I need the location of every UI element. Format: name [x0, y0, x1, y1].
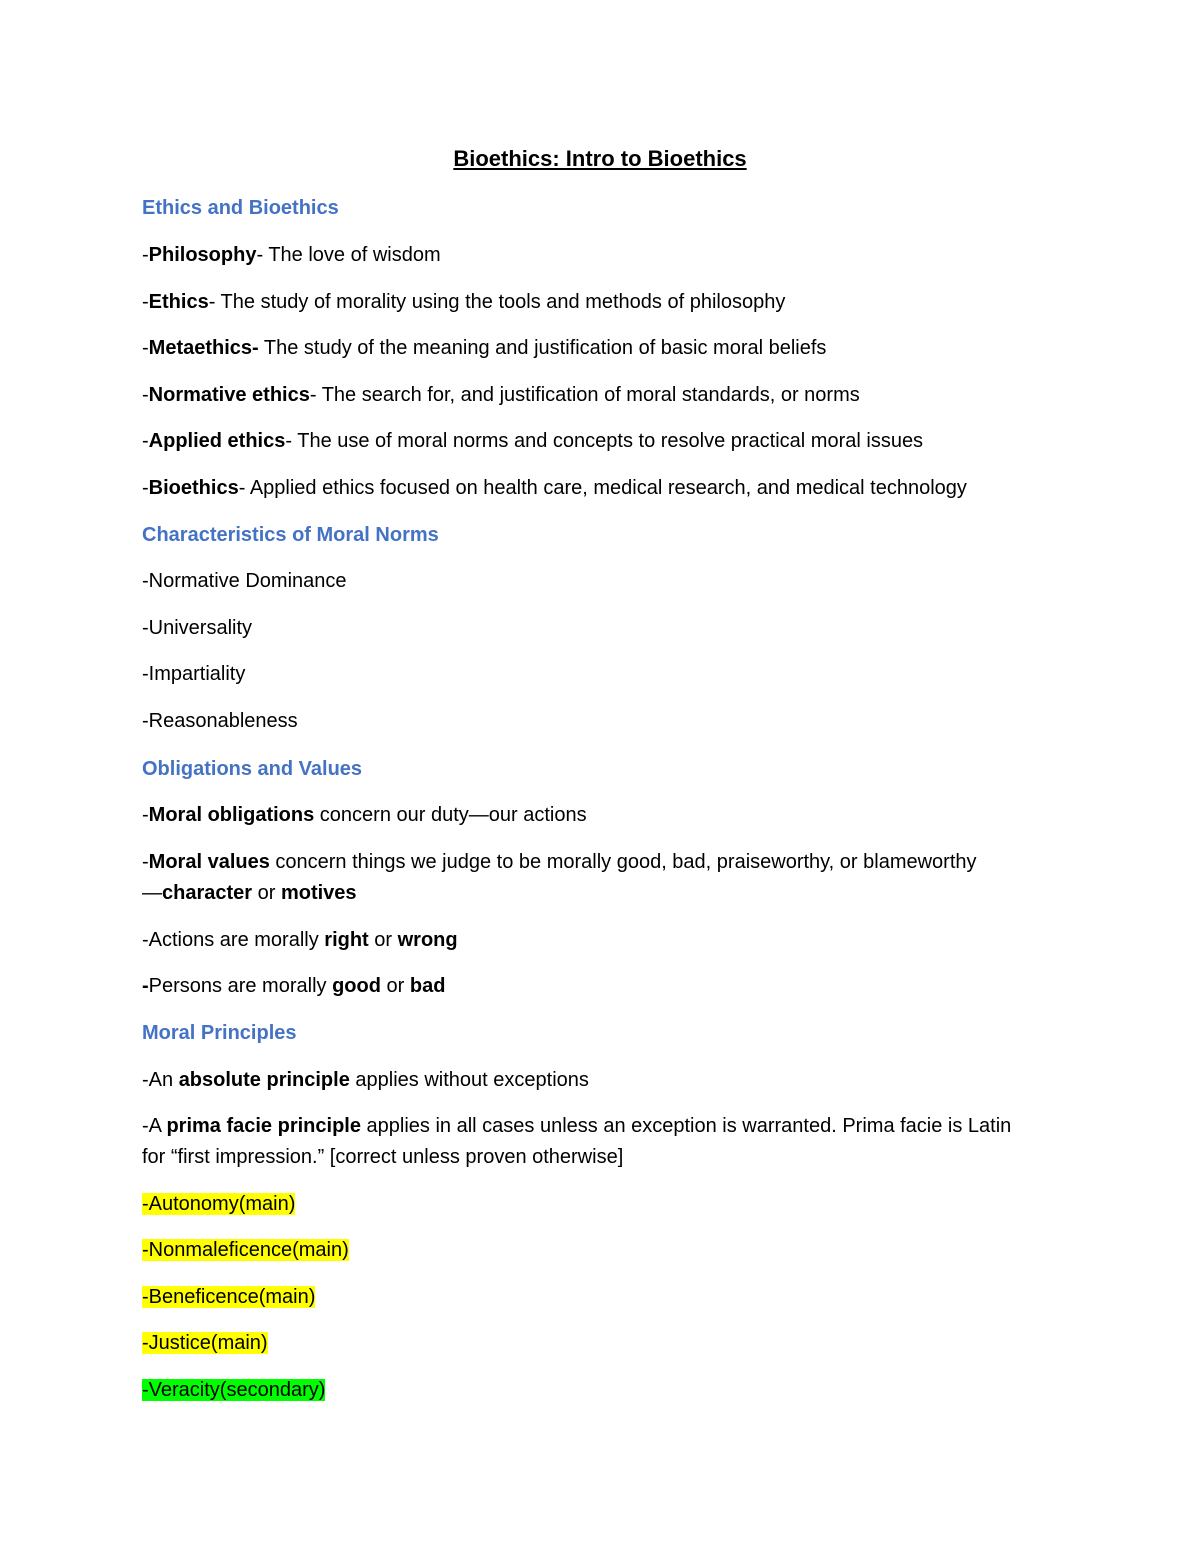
section-heading-ethics: Ethics and Bioethics — [142, 197, 339, 219]
principle-nonmaleficence — [142, 1236, 349, 1264]
page-title: Bioethics: Intro to Bioethics — [453, 146, 747, 171]
obligations-line-3: —character or motives — [142, 882, 357, 904]
definition-metaethics: -Metaethics- The study of the meaning and justification of basic moral beliefs — [142, 337, 827, 359]
highlighted-text: -Nonmaleficence(main) — [142, 1239, 349, 1261]
principles-line-3: for “first impression.” [correct unless proven otherwise] — [142, 1146, 624, 1168]
list-item: -Universality — [142, 617, 253, 639]
principle-veracity — [142, 1376, 325, 1404]
principles-line-2: -A prima facie principle applies in all cases unless an exception is warranted. Prima facie is Latin — [142, 1115, 1012, 1137]
list-item: -Reasonableness — [142, 710, 298, 732]
principle-autonomy — [142, 1190, 295, 1218]
section-heading-obligations: Obligations and Values — [142, 758, 363, 780]
section-heading-principles: Moral Principles — [142, 1022, 297, 1044]
highlighted-text: -Justice(main) — [142, 1332, 268, 1354]
principles-line-1: -An absolute principle applies without exceptions — [142, 1069, 589, 1091]
principle-justice — [142, 1329, 268, 1357]
section-heading-characteristics: Characteristics of Moral Norms — [142, 524, 439, 546]
definition-bioethics: -Bioethics- Applied ethics focused on health care, medical research, and medical technology — [142, 477, 967, 499]
definition-normative-ethics: -Normative ethics- The search for, and justification of moral standards, or norms — [142, 384, 860, 406]
list-item: -Normative Dominance — [142, 570, 347, 592]
highlighted-text: -Autonomy(main) — [142, 1193, 296, 1215]
principle-beneficence — [142, 1283, 315, 1311]
list-item: -Impartiality — [142, 663, 246, 685]
definition-ethics: -Ethics- The study of morality using the tools and methods of philosophy — [142, 291, 786, 313]
highlighted-text: -Beneficence(main) — [142, 1286, 316, 1308]
obligations-line-5: -Persons are morally good or bad — [142, 975, 446, 997]
definition-applied-ethics: -Applied ethics- The use of moral norms and concepts to resolve practical moral issues — [142, 430, 924, 452]
obligations-line-4: -Actions are morally right or wrong — [142, 929, 458, 951]
obligations-line-1: -Moral obligations concern our duty—our actions — [142, 804, 587, 826]
highlighted-text: -Veracity(secondary) — [142, 1379, 326, 1401]
definition-philosophy: -Philosophy- The love of wisdom — [142, 244, 441, 266]
obligations-line-2: -Moral values concern things we judge to be morally good, bad, praiseworthy, or blameworthy — [142, 851, 977, 873]
